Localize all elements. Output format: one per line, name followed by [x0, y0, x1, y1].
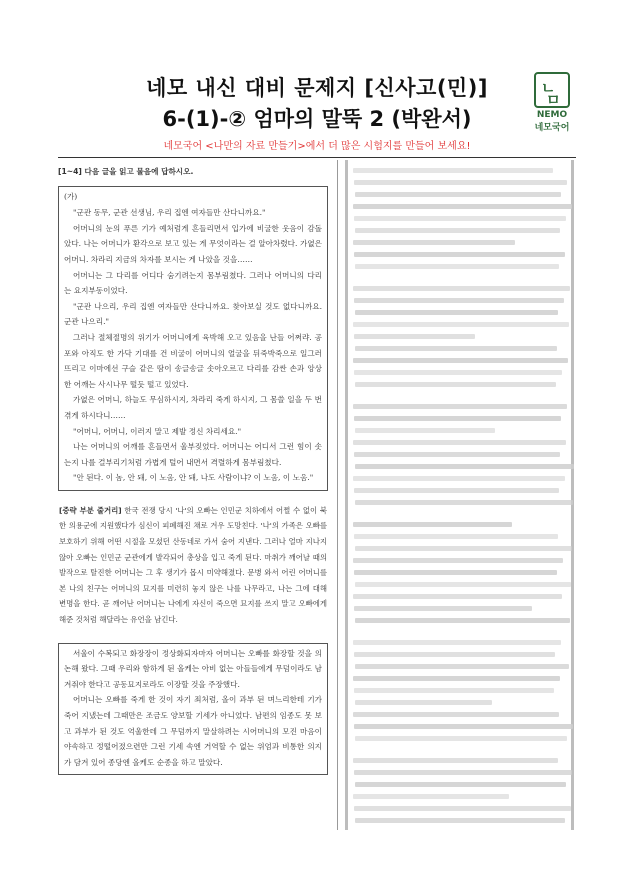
- logo-glyph-bottom: ㅁ: [546, 91, 561, 109]
- passage-paragraph: 어머니의 눈의 푸른 기가 예처럼게 흔들리면서 입가에 비굴한 웃음이 감돌았다. 나는 어머니가 환각으로 보고 있는 게 무엇이라는 걸 알아차렸다. 가엾은 어머니. 차라리 지금의 차자를 보시는 게 나았을 것을……: [64, 223, 322, 264]
- blurred-text-line: [354, 724, 573, 729]
- blurred-text-line: [355, 818, 565, 823]
- blurred-text-line: [355, 310, 558, 315]
- blurred-text-line: [355, 264, 559, 269]
- blurred-text-line: [353, 322, 569, 327]
- blurred-text-line: [354, 334, 475, 339]
- blurred-text-line: [353, 204, 572, 209]
- passage-paragraph: 서울이 수복되고 화장장이 정상화되자마자 어머니는 오빠를 화장할 것을 의논해 왔다. 그때 우리와 함하게 된 올케는 아비 없는 아들들에게 무덤이라도 남겨줘야 한다고 공동묘지로라도 이장할 것을 주장했다.: [64, 648, 322, 689]
- passage-paragraph: "어머니, 어머니, 이러지 말고 제발 정신 차리세요.": [73, 426, 242, 436]
- promo-text: 네모국어 <나만의 자료 만들기>에서 더 많은 시험지를 만들어 보세요!: [163, 141, 471, 152]
- blurred-text-line: [353, 640, 561, 645]
- blur-edge: [345, 160, 348, 830]
- blurred-text-line: [354, 688, 554, 693]
- logo-name-en: NEMO: [536, 110, 568, 120]
- blurred-text-line: [354, 216, 566, 221]
- blurred-text-line: [354, 570, 557, 575]
- blurred-text-line: [353, 476, 565, 481]
- blur-edge: [571, 160, 574, 830]
- blurred-text-line: [354, 806, 571, 811]
- blurred-text-line: [354, 770, 572, 775]
- column-divider: [337, 160, 338, 830]
- blurred-text-line: [353, 712, 559, 717]
- blurred-text-line: [354, 416, 561, 421]
- summary-heading: [중략 부분 줄거리]: [59, 505, 122, 515]
- blurred-questions-column: [345, 160, 577, 830]
- blurred-text-line: [355, 382, 556, 387]
- summary-section: [58, 499, 328, 632]
- page-title: 네모 내신 대비 문제지 [신사고(민)]: [146, 76, 488, 100]
- passage-paragraph: 그러나 절체절명의 위기가 어머니에게 육박해 오고 있음을 난들 어쩌랴. 공포와 아직도 한 가닥 기대를 건 비굴이 어머니의 얼굴을 뒤죽박죽으로 일그러뜨리고 이마에선 구슬 같은 땀이 송글송글 솟아오르고 다리를 감싼 손과 앙상한 어깨는 사시나무 떨듯 떨고 있었다.: [64, 332, 322, 389]
- blurred-text-line: [354, 606, 532, 611]
- page-subtitle-title: 6-(1)-② 엄마의 말뚝 2 (박완서): [162, 107, 472, 131]
- blurred-text-line: [353, 168, 553, 173]
- header-divider: [58, 157, 576, 158]
- blurred-text-line: [354, 252, 565, 257]
- question-instruction: [1~4] 다음 글을 읽고 물음에 답하시오.: [58, 167, 194, 176]
- blurred-text-line: [355, 346, 557, 351]
- blurred-text-line: [354, 488, 559, 493]
- passage-paragraph: "군관 동무, 군관 선생님, 우리 집엔 여자들만 산다니까요.": [73, 208, 266, 218]
- blurred-text-line: [353, 676, 560, 681]
- blurred-text-line: [355, 228, 560, 233]
- blurred-text-line: [355, 582, 571, 587]
- blurred-text-line: [354, 180, 567, 185]
- blurred-text-line: [354, 298, 564, 303]
- passage-paragraph: 어머니는 오빠를 죽게 한 것이 자기 죄처럼, 올이 과부 된 며느리한테 기가 죽어 지냈는데 그때만은 조금도 양보할 기세가 아니었다. 남편의 임종도 못 보고 과부가 된 것도 억울한데 그 무덤까지 말살하려는 시어머니의 모진 마음이 야속하고 정떨어졌으련만 그런 기세 속엔 거역할 수 없는 위엄과 비통한 의지가 담겨 있어 종당엔 올케도 순종을 하고 말았다.: [64, 695, 322, 767]
- passage-paragraph: 나는 어머니의 어깨를 흔들면서 울부짖었다. 어머니는 어디서 그런 힘이 솟는지 나를 걸부리기처럼 가볍게 털어 내면서 격렬하게 몸부림쳤다.: [64, 442, 322, 467]
- blurred-text-line: [355, 782, 566, 787]
- blurred-text-line: [355, 500, 573, 505]
- blurred-text-line: [353, 404, 567, 409]
- blurred-text-line: [355, 428, 495, 433]
- blurred-text-line: [353, 758, 558, 763]
- passage-ga-box: [58, 186, 328, 491]
- blurred-text-line: [353, 240, 515, 245]
- blurred-text-line: [354, 652, 555, 657]
- blurred-text-line: [353, 522, 512, 527]
- blurred-text-line: [355, 664, 569, 669]
- left-column: [58, 160, 328, 783]
- logo-name-ko: 네모국어: [534, 123, 570, 133]
- passage-paragraph: 가엾은 어머니, 하늘도 무심하시지, 차라리 죽게 하시지, 그 몸쓸 일을 두 번 겪게 하시다니……: [64, 395, 322, 420]
- blurred-text-line: [353, 358, 568, 363]
- blurred-text-line: [353, 286, 570, 291]
- passage-label: (가): [64, 191, 78, 201]
- logo-mark-icon: [534, 72, 570, 108]
- blurred-text-line: [355, 618, 570, 623]
- passage-paragraph: "군관 나으리, 우리 집엔 여자들만 산다니까요. 찾아보실 것도 없다니까요. 군관 나으리.": [64, 301, 322, 327]
- blurred-text-line: [353, 794, 509, 799]
- blurred-text-line: [355, 546, 572, 551]
- logo-glyph-top: ㄴ: [541, 79, 556, 97]
- passage-2-box: [58, 643, 328, 776]
- nemo-logo: [526, 72, 578, 134]
- blurred-text-line: [354, 534, 558, 539]
- blurred-text-line: [355, 700, 492, 705]
- passage-paragraph: "안 된다. 이 놈, 안 돼, 이 노옴, 안 돼, 나도 사람이냐? 이 노옴, 이 노옴.": [73, 473, 314, 483]
- summary-text: 한국 전쟁 당시 '나'의 오빠는 인민군 치하에서 어쩔 수 없이 북한 의용군에 지원했다가 심신이 피폐해진 채로 겨우 도망친다. '나'의 가족은 오빠를 보호하기 위해 어떤 시절을 모셨던 산동네로 가서 숨어 지낸다. 그러나 얼마 지나지 않아 오빠는 인민군 군관에게 발각되어 총상을 입고 죽게 된다. 마취가 깨어날 때의 발작으로 탈진한 어머니는 그 후 생기가 몹시 미약해졌다. 문병 와서 어린 어머니를 본 나의 친구는 어머니의 묘지를 미련히 놓지 않은 나를 나무라고, 나는 그에 대해 변명을 한다. 곧 깨어난 어머니는 나에게 자신이 죽으면 묘지를 쓰지 말고 오빠에게 해준 것처럼 해달라는 유언을 남긴다.: [59, 505, 327, 625]
- blurred-text-line: [355, 192, 561, 197]
- blurred-text-line: [353, 594, 562, 599]
- blurred-text-line: [354, 370, 562, 375]
- passage-paragraph: 어머니는 그 다리를 어디다 숨기려는지 몸부림쳤다. 그러나 어머니의 다리는 요지부동이었다.: [64, 270, 322, 296]
- blurred-text-line: [355, 736, 567, 741]
- blurred-text-line: [355, 464, 574, 469]
- blurred-text-line: [353, 440, 566, 445]
- blurred-text-line: [353, 558, 563, 563]
- blurred-text-line: [354, 452, 560, 457]
